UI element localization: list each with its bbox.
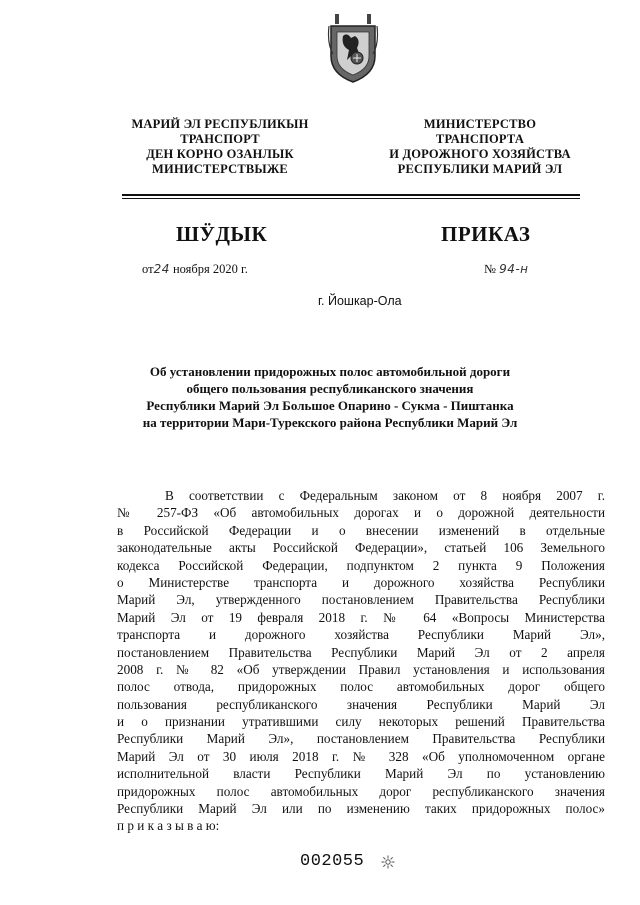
body-line: № 257-ФЗ «Об автомобильных дорогах и о дорожной деятельности bbox=[117, 505, 605, 521]
header-right-line: ТРАНСПОРТА bbox=[435, 132, 525, 146]
body-line: транспорта и дорожного хозяйства Республики Марий Эл», bbox=[117, 627, 605, 643]
header-divider bbox=[122, 194, 580, 196]
header-divider-thin bbox=[122, 198, 580, 199]
star-mark-icon bbox=[381, 855, 395, 869]
body-line: В соответствии с Федеральным законом от 8 ноября 2007 г. bbox=[165, 488, 605, 503]
header-left-ministry-name bbox=[100, 117, 340, 177]
body-line: законодательные акты Российской Федерации», статьей 106 Земельного bbox=[117, 540, 605, 556]
body-line-order-word: п р и к а з ы в а ю: bbox=[117, 818, 220, 834]
title-russian: ПРИКАЗ bbox=[441, 222, 531, 246]
header-right-line: МИНИСТЕРСТВО bbox=[423, 117, 537, 131]
order-subject bbox=[120, 363, 540, 431]
subject-line: на территории Мари-Турекского района Республики Марий Эл bbox=[142, 415, 518, 430]
header-right-line: И ДОРОЖНОГО ХОЗЯЙСТВА bbox=[389, 147, 571, 161]
order-body bbox=[117, 487, 605, 835]
header-right-ministry-name bbox=[360, 117, 600, 177]
number-prefix: № bbox=[484, 262, 500, 276]
body-line: пользования республиканского значения Республики Марий Эл bbox=[117, 696, 605, 712]
title-mari: ШӰДЫК bbox=[176, 222, 268, 246]
body-line: Марий Эл от 19 февраля 2018 г. № 64 «Вопросы Министерства bbox=[117, 609, 605, 625]
body-line: и о признании утратившими силу некоторых решений Правительства bbox=[117, 714, 605, 730]
date-prefix: от bbox=[142, 262, 154, 276]
number-value-handwritten: 94-н bbox=[499, 262, 529, 276]
coat-of-arms-icon bbox=[327, 14, 379, 84]
body-line: 2008 г. № 82 «Об утверждении Правил установления и использования bbox=[117, 661, 605, 677]
body-line: Марий Эл от 30 июля 2018 г. № 328 «Об уполномоченном органе bbox=[117, 748, 605, 764]
body-line: кодекса Российской Федерации, подпунктом 2 пункта 9 Положения bbox=[117, 557, 605, 573]
body-line: Марий Эл, утвержденного постановлением Правительства Республики bbox=[117, 592, 605, 608]
body-line: полос отвода, придорожных полос автомобильных дорог общего bbox=[117, 679, 605, 695]
subject-line: общего пользования республиканского значения bbox=[186, 381, 474, 396]
body-line: Республики Марий Эл или по изменению таких придорожных полос» bbox=[117, 801, 605, 817]
subject-line: Республики Марий Эл Большое Опарино - Сукма - Пиштанка bbox=[146, 398, 514, 413]
header-left-line: ТРАНСПОРТ bbox=[180, 132, 260, 146]
order-date bbox=[142, 262, 248, 277]
subject-line: Об установлении придорожных полос автомобильной дороги bbox=[149, 364, 511, 379]
header-left-line: МИНИСТЕРСТВЫЖЕ bbox=[152, 162, 288, 176]
body-line: исполнительной власти Республики Марий Эл по установлению bbox=[117, 766, 605, 782]
date-rest: ноября 2020 г. bbox=[169, 262, 248, 276]
serial-number: 002055 bbox=[300, 852, 365, 871]
body-line: Республики Марий Эл», постановлением Правительства Республики bbox=[117, 731, 605, 747]
body-line: в Российской Федерации и о внесении изменений в отдельные bbox=[117, 522, 605, 538]
body-line: постановлением Правительства Республики Марий Эл от 2 апреля bbox=[117, 644, 605, 660]
header-left-line: ДЕН КОРНО ОЗАНЛЫК bbox=[146, 147, 294, 161]
city-name: г. Йошкар-Ола bbox=[318, 294, 402, 308]
body-line: о Министерстве транспорта и дорожного хозяйства Республики bbox=[117, 574, 605, 590]
header-left-line: МАРИЙ ЭЛ РЕСПУБЛИКЫН bbox=[131, 117, 309, 131]
header-right-line: РЕСПУБЛИКИ МАРИЙ ЭЛ bbox=[397, 162, 563, 176]
date-day-handwritten: 24 bbox=[153, 262, 170, 276]
body-line: придорожных полос автомобильных дорог республиканского значения bbox=[117, 783, 605, 799]
order-number bbox=[484, 262, 529, 277]
